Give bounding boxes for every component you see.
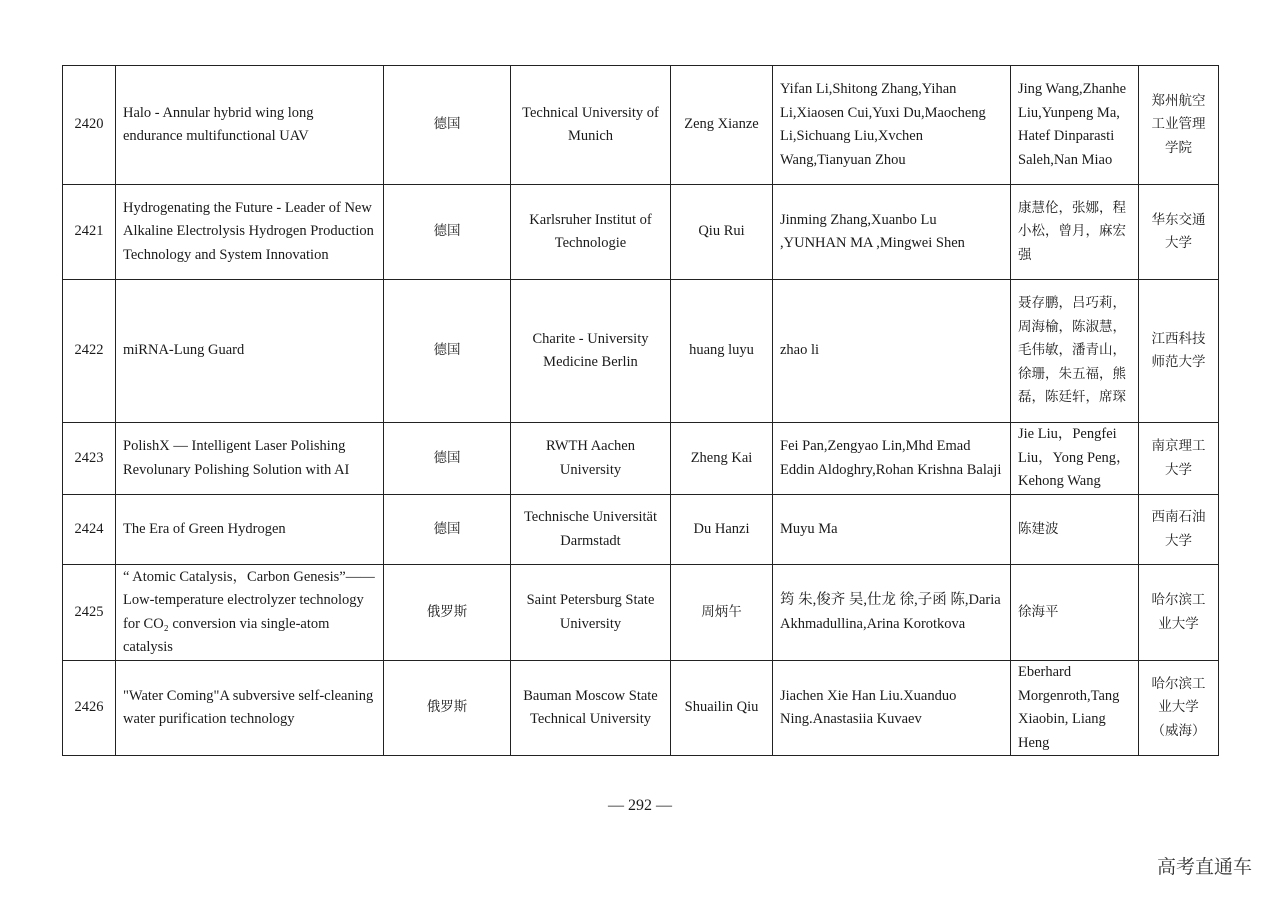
project-title: The Era of Green Hydrogen [116,495,384,565]
mentors: Eberhard Morgenroth,Tang Xiaobin, Liang Heng [1011,661,1139,756]
team-leader: huang luyu [671,280,773,423]
project-id: 2425 [63,565,116,661]
university: Technische Universität Darmstadt [511,495,671,565]
country: 德国 [384,185,511,280]
university: Karlsruher Institut of Technologie [511,185,671,280]
university: Saint Petersburg State University [511,565,671,661]
project-table [62,65,1219,756]
table-row [63,185,1219,280]
country: 德国 [384,423,511,495]
university: Bauman Moscow State Technical University [511,661,671,756]
team-leader: Zheng Kai [671,423,773,495]
mentors: Jing Wang,Zhanhe Liu,Yunpeng Ma, Hatef Dinparasti Saleh,Nan Miao [1011,66,1139,185]
team-members: Jiachen Xie Han Liu.Xuanduo Ning.Anastasiia Kuvaev [773,661,1011,756]
project-title: Halo - Annular hybrid wing long endurance multifunctional UAV [116,66,384,185]
table-row [63,565,1219,661]
university: Technical University of Munich [511,66,671,185]
country: 德国 [384,280,511,423]
school: 华东交通大学 [1139,185,1219,280]
project-title: PolishX — Intelligent Laser Polishing Revolunary Polishing Solution with AI [116,423,384,495]
school: 南京理工大学 [1139,423,1219,495]
team-members: 筠 朱,俊齐 吴,仕龙 徐,子函 陈,Daria Akhmadullina,Arina Korotkova [773,565,1011,661]
team-leader: 周炳午 [671,565,773,661]
project-title: miRNA-Lung Guard [116,280,384,423]
country: 俄罗斯 [384,565,511,661]
country: 德国 [384,66,511,185]
team-leader: Shuailin Qiu [671,661,773,756]
team-members: Fei Pan,Zengyao Lin,Mhd Emad Eddin Aldoghry,Rohan Krishna Balaji [773,423,1011,495]
team-leader: Qiu Rui [671,185,773,280]
mentors: 陈建波 [1011,495,1139,565]
school: 哈尔滨工业大学 [1139,565,1219,661]
mentors: 康慧伦，张娜，程小松，曾月，麻宏强 [1011,185,1139,280]
school: 江西科技师范大学 [1139,280,1219,423]
table-row [63,495,1219,565]
team-members: Jinming Zhang,Xuanbo Lu ,YUNHAN MA ,Mingwei Shen [773,185,1011,280]
country: 俄罗斯 [384,661,511,756]
project-id: 2423 [63,423,116,495]
table-row [63,280,1219,423]
project-title: "Water Coming"A subversive self-cleaning water purification technology [116,661,384,756]
country: 德国 [384,495,511,565]
mentors: 徐海平 [1011,565,1139,661]
mentors: 聂存鹏，吕巧莉，周海榆，陈淑慧，毛伟敏，潘青山，徐珊，朱五福，熊磊，陈廷轩，席琛 [1011,280,1139,423]
team-leader: Zeng Xianze [671,66,773,185]
table-row [63,66,1219,185]
team-leader: Du Hanzi [671,495,773,565]
school: 西南石油大学 [1139,495,1219,565]
team-members: Yifan Li,Shitong Zhang,Yihan Li,Xiaosen Cui,Yuxi Du,Maocheng Li,Sichuang Liu,Xvchen Wang,Tianyuan Zhou [773,66,1011,185]
project-id: 2424 [63,495,116,565]
school: 哈尔滨工业大学（威海） [1139,661,1219,756]
project-title: “ Atomic Catalysis，Carbon Genesis”——Low-temperature electrolyzer technology for CO₂ conversion via single-atom catalysis [116,565,384,661]
project-id: 2422 [63,280,116,423]
team-members: Muyu Ma [773,495,1011,565]
project-id: 2426 [63,661,116,756]
page-number: — 292 — [608,797,672,814]
project-id: 2421 [63,185,116,280]
table-row [63,661,1219,756]
school: 郑州航空工业管理学院 [1139,66,1219,185]
project-title: Hydrogenating the Future - Leader of New Alkaline Electrolysis Hydrogen Production Technology and System Innovation [116,185,384,280]
watermark: 高考直通车 [1156,856,1252,878]
university: Charite - University Medicine Berlin [511,280,671,423]
team-members: zhao li [773,280,1011,423]
table-row [63,423,1219,495]
university: RWTH Aachen University [511,423,671,495]
project-id: 2420 [63,66,116,185]
mentors: Jie Liu，Pengfei Liu，Yong Peng，Kehong Wang [1011,423,1139,495]
